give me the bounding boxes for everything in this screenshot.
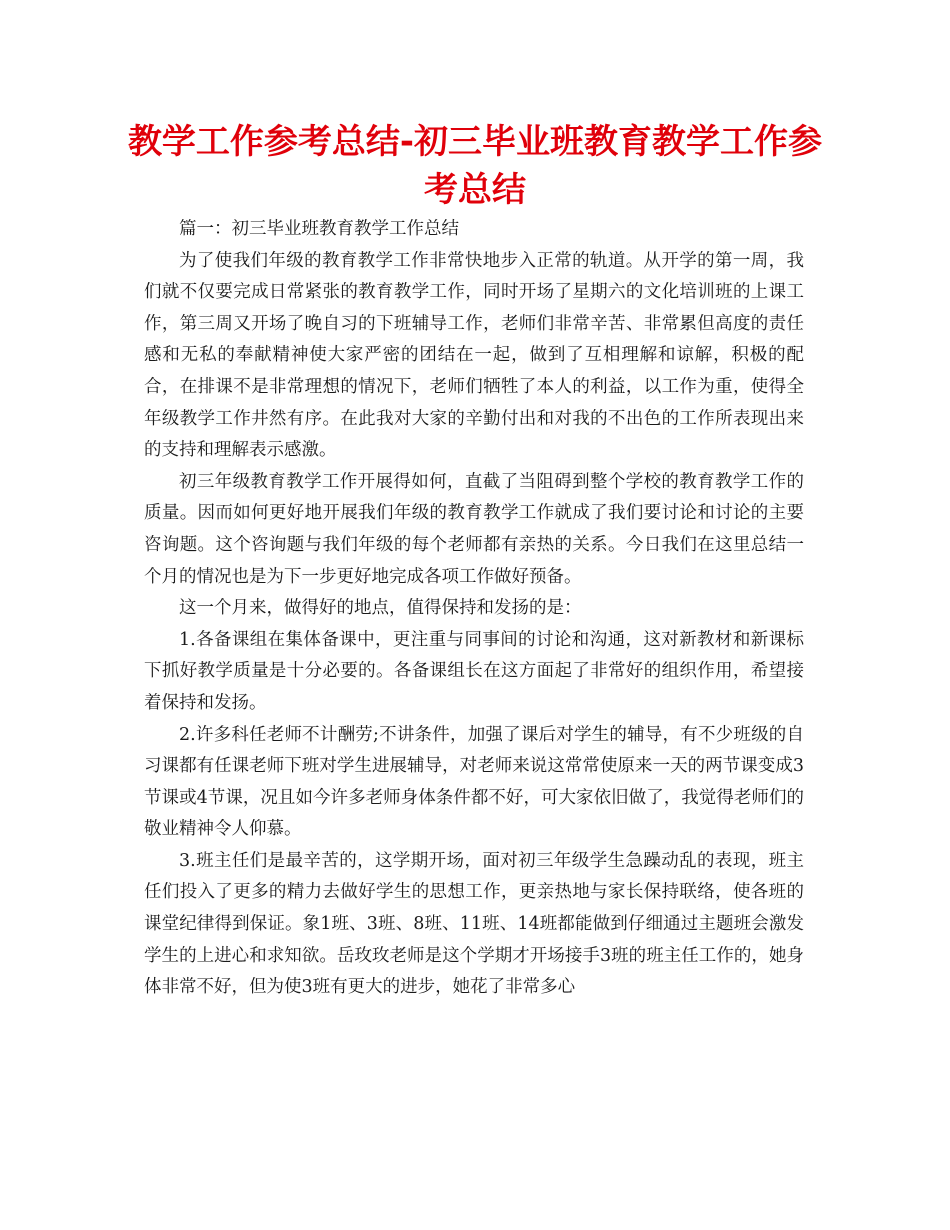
paragraph-list-item: 2.许多科任老师不计酬劳;不讲条件，加强了课后对学生的辅导，有不少班级的自习课都有任课老师下班对学生进展辅导，对老师来说这常常使原来一天的两节课变成3节课或4节课，况且如今许多老师身体条件都不好，可大家依旧做了，我觉得老师们的敬业精神令人仰慕。 bbox=[144, 724, 804, 840]
paragraph: 为了使我们年级的教育教学工作非常快地步入正常的轨道。从开学的第一周，我们就不仅要完成日常紧张的教育教学工作，同时开场了星期六的文化培训班的上课工作，第三周又开场了晚自习的下班辅导工作，老师们非常辛苦、非常累但高度的责任感和无私的奉献精神使大家严密的团结在一起，做到了互相理解和谅解，积极的配合，在排课不是非常理想的情况下，老师们牺牲了本人的利益，以工作为重，使得全年级教学工作井然有序。在此我对大家的辛勤付出和对我的不出色的工作所表现出来的支持和理解表示感激。 bbox=[144, 250, 804, 461]
paragraph-section-heading: 篇一：初三毕业班教育教学工作总结 bbox=[179, 219, 459, 239]
paragraph: 初三年级教育教学工作开展得如何，直截了当阻碍到整个学校的教育教学工作的质量。因而如何更好地开展我们年级的教育教学工作就成了我们要讨论和讨论的主要咨询题。这个咨询题与我们年级的每个老师都有亲热的关系。今日我们在这里总结一个月的情况也是为下一步更好地完成各项工作做好预备。 bbox=[144, 471, 804, 587]
document-title: 教学工作参考总结-初三毕业班教育教学工作参考总结 bbox=[127, 122, 823, 210]
paragraph-list-item: 1.各备课组在集体备课中，更注重与同事间的讨论和沟通，这对新教材和新课标下抓好教学质量是十分必要的。各备课组长在这方面起了非常好的组织作用，希望接着保持和发扬。 bbox=[144, 629, 804, 713]
paragraph-list-item: 3.班主任们是最辛苦的，这学期开场，面对初三年级学生急躁动乱的表现，班主任们投入了更多的精力去做好学生的思想工作，更亲热地与家长保持联络，使各班的课堂纪律得到保证。象1班、3班、8班、11班、14班都能做到仔细通过主题班会激发学生的上进心和求知欲。岳玫玫老师是这个学期才开场接手3班的班主任工作的，她身体非常不好，但为使3班有更大的进步，她花了非常多心 bbox=[144, 850, 804, 998]
document-body bbox=[144, 214, 804, 1004]
paragraph: 这一个月来，做得好的地点，值得保持和发扬的是： bbox=[179, 598, 582, 619]
